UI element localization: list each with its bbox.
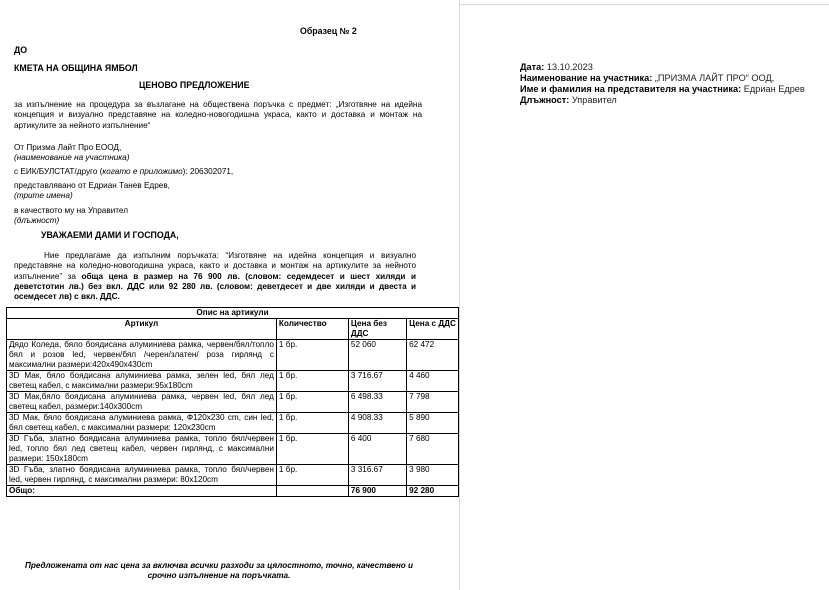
date-row xyxy=(520,62,825,73)
item-gross: 62 472 xyxy=(407,340,459,371)
representative-row xyxy=(520,84,825,95)
capacity-line: в качеството му на Управител xyxy=(14,206,128,215)
table-row xyxy=(7,340,459,371)
item-gross: 7 680 xyxy=(407,434,459,465)
total-net: 76 900 xyxy=(348,486,406,497)
page-top-border xyxy=(459,4,829,5)
eik-hint: когато е приложимо xyxy=(102,167,183,176)
offer-total: обща цена в размер на 76 900 лв. (словом: седемдесет и шест хиляди и деветстотин лв.) без вкл. ДДС или 92 280 лв. (словом: деветдесет и две хиляди и двеста и осемдесет лв) с вкл. ДДС. xyxy=(14,271,416,302)
position-row xyxy=(520,95,825,106)
document-title: ЦЕНОВО ПРЕДЛОЖЕНИЕ xyxy=(139,80,250,90)
table-caption: Опис на артикули xyxy=(7,308,459,319)
from-line: От Призма Лайт Про ЕООД, xyxy=(14,143,122,152)
col-header-net: Цена без ДДС xyxy=(348,319,406,340)
item-desc: 3D Гъба, златно боядисана алуминиева рамка, топло бял/червен led, топло бял лед светещ кабел, червен гирлянд, с максимални размери: 150х180cm xyxy=(7,434,277,465)
item-net: 6 400 xyxy=(348,434,406,465)
item-qty: 1 бр. xyxy=(276,340,348,371)
item-qty: 1 бр. xyxy=(276,371,348,392)
participant-value: „ПРИЗМА ЛАЙТ ПРО“ ООД, xyxy=(654,73,775,83)
representative-value: Едриан Едрев xyxy=(743,84,805,94)
item-desc: Дядо Коледа, бяло боядисана алуминиева рамка, червен/бял/топло бял и розов led, червен/бял /черен/златен/ роза гирлянд с максимални размери:420х490х430cm xyxy=(7,340,277,371)
signature-block xyxy=(520,62,825,106)
table-header-row xyxy=(7,319,459,340)
item-gross: 5 890 xyxy=(407,413,459,434)
table-total-row xyxy=(7,486,459,497)
table-row xyxy=(7,465,459,486)
closing-note: Предложената от нас цена за включва всички разходи за цялостното, точно, качествено и срочно изпълнение на поръчката. xyxy=(24,561,414,581)
items-table xyxy=(6,307,459,497)
table-row xyxy=(7,392,459,413)
addressee: КМЕТА НА ОБЩИНА ЯМБОЛ xyxy=(14,63,138,73)
offer-text: Ние предлагаме да изпълним поръчката: “Изготвяне на идейна концепция и визуално представяне на коледно-новогодишна украса, както и доставка и монтаж на артикулите за нейното изпълнение” за xyxy=(14,251,416,281)
item-desc: 3D Мак,бяло боядисана алуминиева рамка, червен led, бял лед светещ кабел, размери:140х300cm xyxy=(7,392,277,413)
item-gross: 3 980 xyxy=(407,465,459,486)
item-desc: 3D Гъба, златно боядисана алуминиева рамка, топло бял/червен led, червен гирлянд, с максимални размери: 80х120cm xyxy=(7,465,277,486)
eik-line xyxy=(14,167,233,177)
page-divider xyxy=(459,0,460,590)
represented-hint: (трите имена) xyxy=(14,191,73,200)
table-row xyxy=(7,413,459,434)
item-desc: 3D Мак, бяло боядисана алуминиева рамка, зелен led, бял лед светещ кабел, с максимални размери:95х180cm xyxy=(7,371,277,392)
table-row xyxy=(7,371,459,392)
item-gross: 7 798 xyxy=(407,392,459,413)
col-header-qty: Количество xyxy=(276,319,348,340)
participant-row xyxy=(520,73,825,84)
eik-prefix: с ЕИК/БУЛСТАТ/друго ( xyxy=(14,167,103,176)
to-label: ДО xyxy=(14,45,28,55)
representative-label: Име и фамилия на представителя на участника: xyxy=(520,84,742,94)
item-qty: 1 бр. xyxy=(276,434,348,465)
eik-suffix: ): 206302071, xyxy=(182,167,234,176)
position-value: Управител xyxy=(571,95,617,105)
participant-label: Наименование на участника: xyxy=(520,73,653,83)
item-gross: 4 460 xyxy=(407,371,459,392)
item-net: 52 060 xyxy=(348,340,406,371)
item-qty: 1 бр. xyxy=(276,392,348,413)
item-qty: 1 бр. xyxy=(276,413,348,434)
col-header-item: Артикул xyxy=(7,319,277,340)
table-row xyxy=(7,434,459,465)
position-label: Длъжност: xyxy=(520,95,570,105)
col-header-gross: Цена с ДДС xyxy=(407,319,459,340)
capacity-hint: (длъжност) xyxy=(14,216,60,225)
item-net: 6 498.33 xyxy=(348,392,406,413)
offer-paragraph xyxy=(14,251,416,302)
item-desc: 3D Мак, бяло боядисана алуминиева рамка, Ф120х230 cm, син led, бял светещ кабел, с максимални размери: 120х230cm xyxy=(7,413,277,434)
item-net: 3 716.67 xyxy=(348,371,406,392)
table-caption-row xyxy=(7,308,459,319)
item-qty: 1 бр. xyxy=(276,465,348,486)
total-qty-empty xyxy=(276,486,348,497)
salutation: УВАЖАЕМИ ДАМИ И ГОСПОДА, xyxy=(41,230,179,240)
item-net: 4 908.33 xyxy=(348,413,406,434)
from-hint: (наименование на участника) xyxy=(14,153,130,162)
item-net: 3 316.67 xyxy=(348,465,406,486)
represented-line: представлявано от Едриан Танев Едрев, xyxy=(14,181,170,190)
date-label: Дата: xyxy=(520,62,545,72)
intro-paragraph: за изпълнение на процедура за възлагане на обществена поръчка с предмет: „Изготвяне на идейна концепция и визуално представяне на коледно-новогодишна украса, както и доставка и монтаж на артикулите за нейното изпълнение“ xyxy=(14,100,422,130)
total-label: Общо: xyxy=(7,486,277,497)
date-value: 13.10.2023 xyxy=(546,62,593,72)
form-number: Образец № 2 xyxy=(300,26,357,36)
total-gross: 92 280 xyxy=(407,486,459,497)
